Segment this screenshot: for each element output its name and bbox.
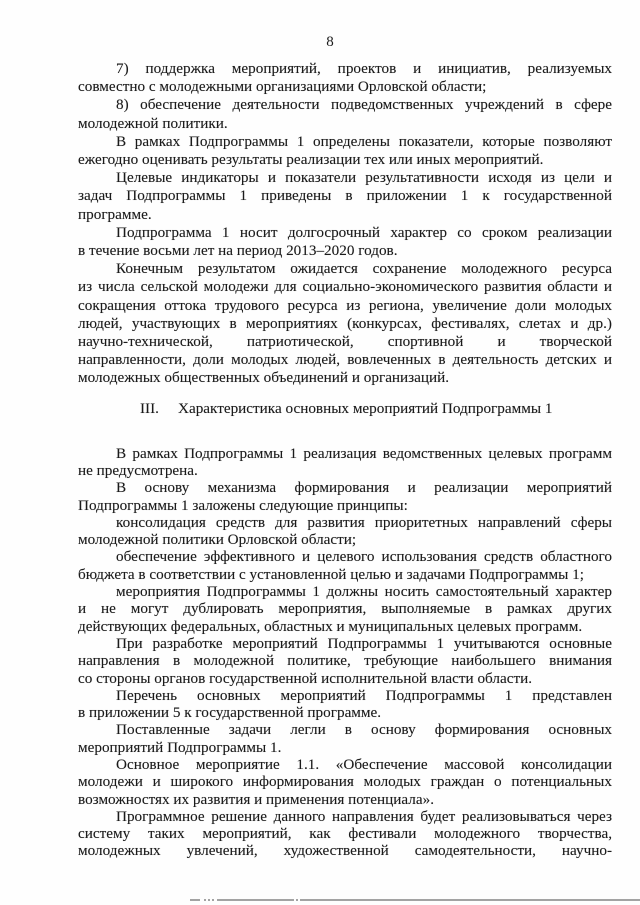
page-number: 8 <box>326 34 334 50</box>
text-line: ежегодно оценивать результаты реализации тех или иных мероприятий. <box>78 151 544 169</box>
paragraph <box>78 169 612 224</box>
text-line: Перечень основных мероприятий Подпрограммы 1 представлен <box>116 686 612 704</box>
text-line: не предусмотрена. <box>78 461 198 479</box>
text-line: людей, участвующих в мероприятиях (конкурсах, фестивалях, слетах и др.) <box>78 314 612 332</box>
rule-long-segment <box>300 899 640 901</box>
text-block <box>78 0 612 860</box>
text-line: Целевые индикаторы и показатели результативности исходя из цели и <box>116 169 612 187</box>
text-line: мероприятия Подпрограммы 1 должны носить самостоятельный характер <box>116 583 612 601</box>
text-line: направленности, доли молодых людей, вовлеченных в деятельность детских и <box>78 351 612 369</box>
text-line: обеспечение эффективного и целевого использования средств областного <box>116 548 612 566</box>
text-line: направления в молодежной политике, требующие наибольшего внимания <box>78 652 612 670</box>
text-line: Основное мероприятие 1.1. «Обеспечение массовой консолидации <box>116 756 612 773</box>
text-line: молодежной политики Орловской области; <box>78 531 357 549</box>
text-line: 7) поддержка мероприятий, проектов и инициатив, реализуемых <box>116 60 612 77</box>
paragraph <box>78 96 612 132</box>
text-line: консолидация средств для развития приоритетных направлений сферы <box>116 513 612 531</box>
text-line: систему таких мероприятий, как фестивали молодежного творчества, <box>78 825 612 843</box>
text-line: в приложении 5 к государственной программе. <box>78 704 382 722</box>
rule-mid-segment <box>217 899 294 901</box>
text-line: Программное решение данного направления будет реализовываться через <box>116 807 612 825</box>
text-line: В рамках Подпрограммы 1 реализация ведомственных целевых программ <box>116 444 612 462</box>
text-line: научно-технической, патриотической, спортивной и творческой <box>78 333 612 351</box>
section-before-heading <box>78 60 612 388</box>
text-line: в течение восьми лет на период 2013–2020 годов. <box>78 242 398 260</box>
text-line: и не могут дублировать мероприятия, выполняемые в рамках других <box>78 600 612 618</box>
text-line: В основу механизма формирования и реализации мероприятий <box>116 479 612 497</box>
heading-numeral: III. <box>140 399 159 417</box>
text-line: Подпрограммы 1 заложены следующие принципы: <box>78 496 408 514</box>
text-line: программе. <box>78 205 152 223</box>
paragraph <box>78 721 612 756</box>
section-heading <box>140 400 612 417</box>
paragraph <box>78 479 612 514</box>
text-line: бюджета в соответствии с установленной целью и задачами Подпрограммы 1; <box>78 565 584 583</box>
text-line: мероприятий Подпрограммы 1. <box>78 738 282 756</box>
section-after-heading <box>78 445 612 860</box>
text-line: В рамках Подпрограммы 1 определены показатели, которые позволяют <box>116 132 612 150</box>
text-line: совместно с молодежными организациями Орловской области; <box>78 78 487 96</box>
text-line: со стороны органов государственной исполнительной власти области. <box>78 669 533 687</box>
paragraph <box>78 133 612 169</box>
text-line: молодежных общественных объединений и организаций. <box>78 369 450 387</box>
text-line: задач Подпрограммы 1 приведены в приложении 1 к государственной <box>78 187 612 205</box>
text-line: молодежных увлечений, художественной самодеятельности, научно- <box>78 842 612 860</box>
paragraph <box>78 260 612 387</box>
text-line: молодежи и широкого информирования молодых граждан о потенциальных <box>78 773 612 791</box>
text-line: возможностях их развития и применения потенциала». <box>78 790 435 808</box>
paragraph <box>78 445 612 480</box>
text-line: При разработке мероприятий Подпрограммы 1 учитываются основные <box>116 634 612 652</box>
paragraph <box>78 687 612 722</box>
text-line: сокращения оттока трудового ресурса из региона, увеличение доли молодых <box>78 296 612 314</box>
paragraph <box>78 583 612 635</box>
paragraph <box>78 60 612 96</box>
scan-artifact-rule <box>190 899 640 901</box>
rule-dash <box>190 899 200 901</box>
heading-title: Характеристика основных мероприятий Подпрограммы 1 <box>177 399 553 417</box>
text-line: Поставленные задачи легли в основу формирования основных <box>116 721 612 739</box>
text-line: молодежной политики. <box>78 114 228 132</box>
paragraph <box>78 514 612 549</box>
paragraph <box>78 224 612 260</box>
paragraph <box>78 808 612 860</box>
paragraph <box>78 548 612 583</box>
text-line: из числа сельской молодежи для социально-экономического развития области и <box>78 278 612 296</box>
paragraph <box>78 635 612 687</box>
paragraph <box>78 756 612 808</box>
text-line: Конечным результатом ожидается сохранение молодежного ресурса <box>116 260 612 278</box>
text-line: действующих федеральных, областных и муниципальных целевых программ. <box>78 617 583 635</box>
text-line: 8) обеспечение деятельности подведомственных учреждений в сфере <box>116 96 612 114</box>
text-line: Подпрограмма 1 носит долгосрочный характер со сроком реализации <box>116 223 612 241</box>
